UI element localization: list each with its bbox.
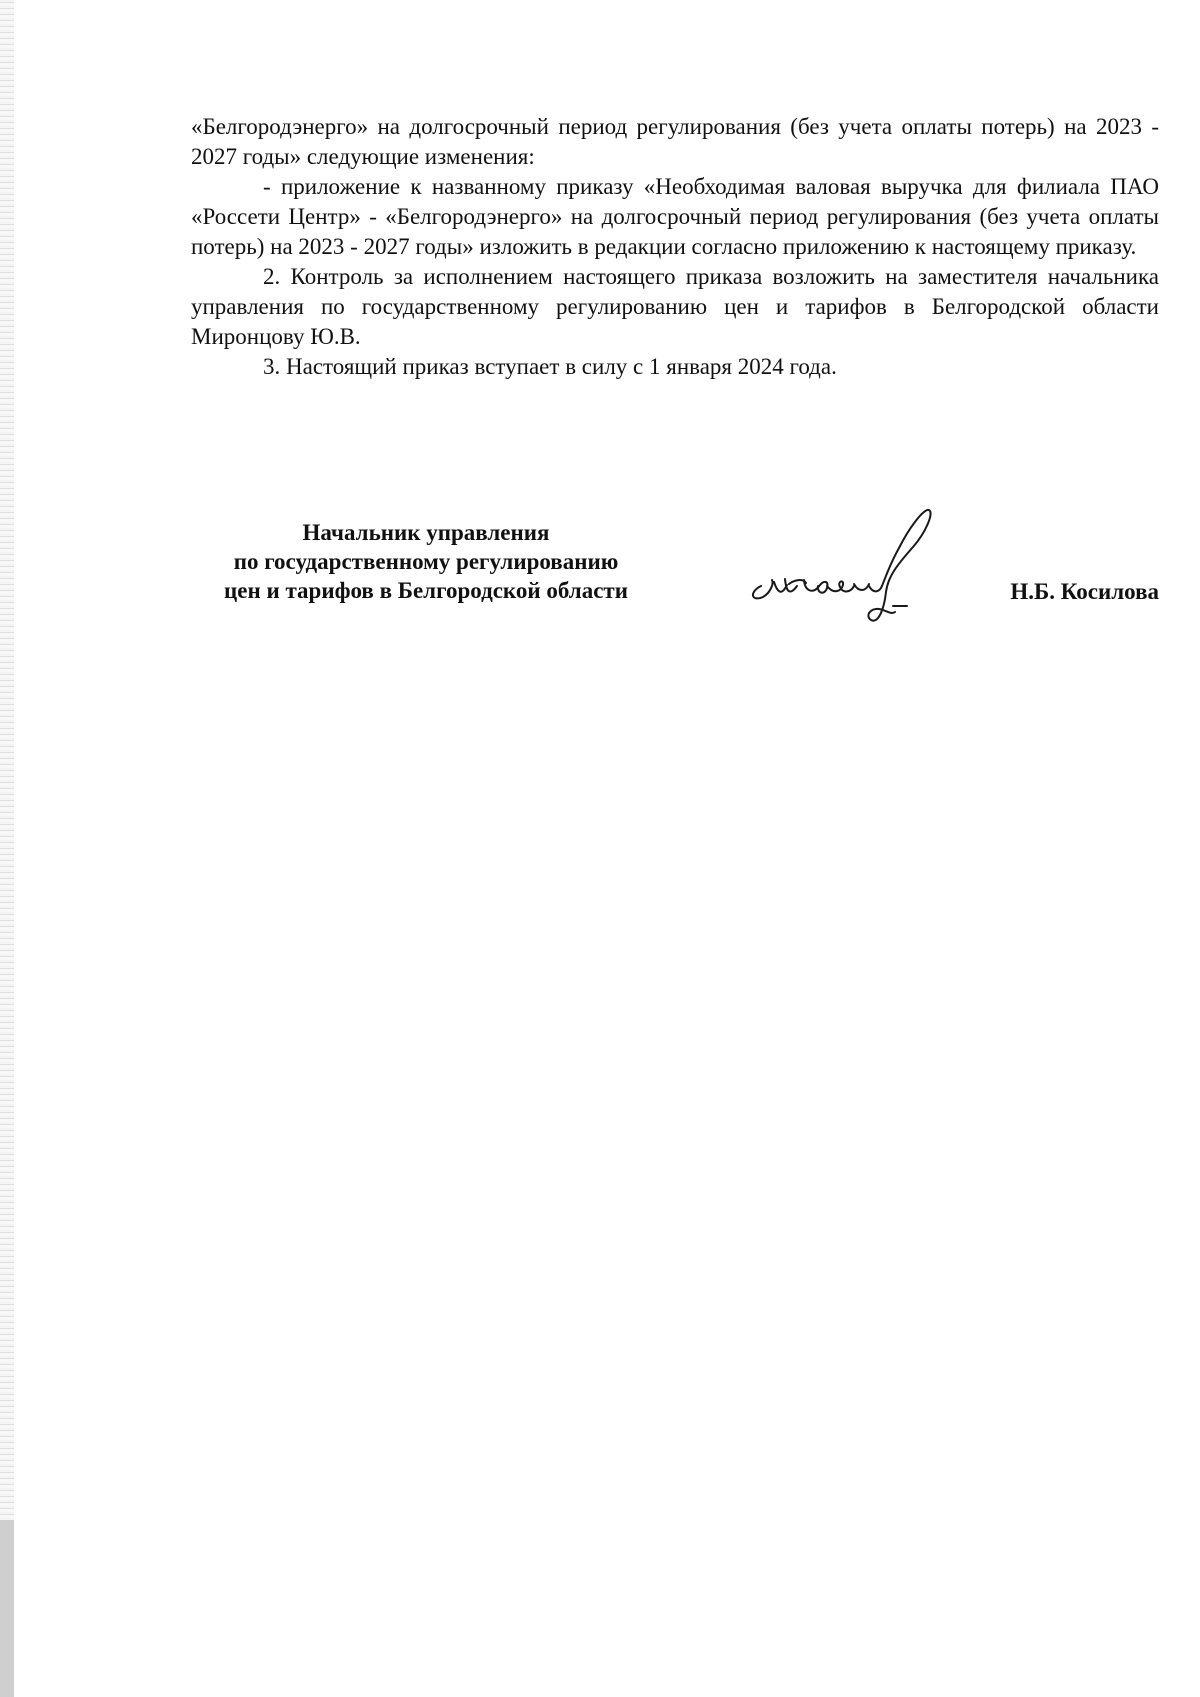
paragraph-effective-date: 3. Настоящий приказ вступает в силу с 1 января 2024 года. — [263, 354, 837, 379]
signature-block — [191, 498, 1159, 648]
signer-position-line-1: Начальник управления — [302, 520, 550, 545]
signer-position-line-3: цен и тарифов в Белгородской области — [224, 578, 628, 603]
paragraph-amendment: - приложение к названному приказу «Необходимая валовая выручка для филиала ПАО «Россети Центр» - «Белгородэнерго» на долгосрочный период регулирования (без учета оплаты потерь) на 2023 - 2027 годы» изложить в редакции согласно приложению к настоящему приказу. — [191, 174, 1159, 259]
scan-edge-shadow — [0, 1520, 14, 1697]
document-body — [191, 112, 1159, 382]
handwritten-signature — [743, 498, 943, 648]
signer-position — [191, 518, 661, 605]
scan-edge — [0, 0, 14, 1697]
paragraph-intro: «Белгородэнерго» на долгосрочный период регулирования (без учета оплаты потерь) на 2023 - 2027 годы» следующие изменения: — [191, 114, 1159, 169]
paragraph-control: 2. Контроль за исполнением настоящего приказа возложить на заместителя начальника управления по государственному регулированию цен и тарифов в Белгородской области Миронцову Ю.В. — [191, 264, 1159, 349]
signer-position-line-2: по государственному регулированию — [233, 549, 619, 574]
signer-name: Н.Б. Косилова — [1010, 579, 1159, 604]
